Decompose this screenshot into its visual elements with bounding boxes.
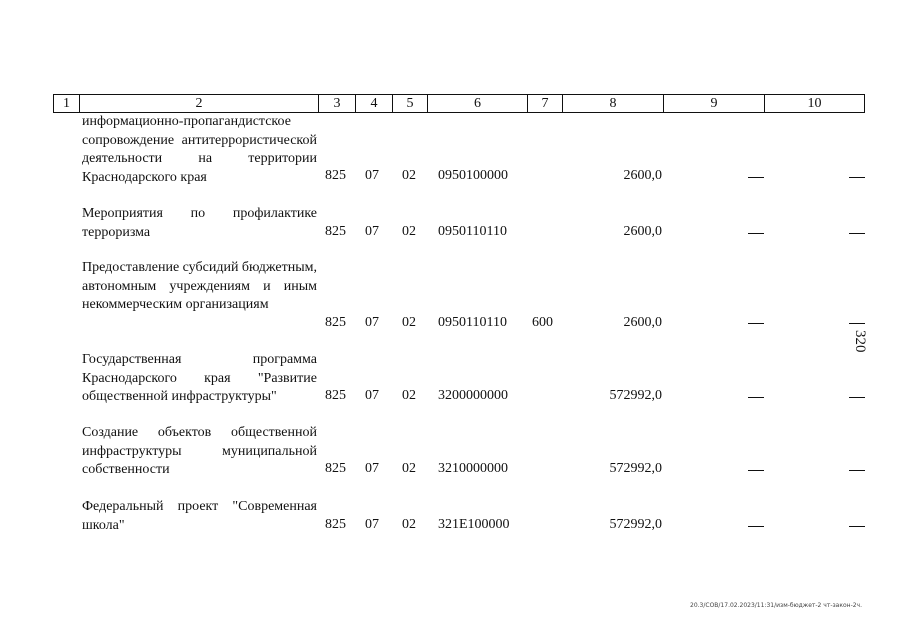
header-col-2: 2 <box>80 95 319 112</box>
row-code-c4: 07 <box>365 517 379 532</box>
row-code-c3: 825 <box>325 224 346 239</box>
row-dash-col10 <box>849 177 865 178</box>
header-col-5: 5 <box>393 95 428 112</box>
header-col-9: 9 <box>664 95 765 112</box>
page-number: 320 <box>852 330 868 353</box>
row-code-c5: 02 <box>402 517 416 532</box>
row-code-c3: 825 <box>325 388 346 403</box>
row-name: Государственная программа Краснодарского края "Развитие общественной инфраструктуры" <box>82 352 317 404</box>
row-amount: 572992,0 <box>609 517 662 532</box>
row-name: Предоставление субсидий бюджетным, автономным учреждениям и иным некоммерческим организациям <box>82 260 318 312</box>
row-dash-col10 <box>849 470 865 471</box>
row-code-c4: 07 <box>365 461 379 476</box>
row-code-c6: 0950110110 <box>438 224 507 239</box>
row-name: информационно-пропагандистское сопровождение антитеррористической деятельности на территории Краснодарского края <box>82 114 317 185</box>
row-dash-col9 <box>748 470 764 471</box>
row-dash-col9 <box>748 526 764 527</box>
row-name: Создание объектов общественной инфраструктуры муниципальной собственности <box>82 425 317 477</box>
row-name: Федеральный проект "Современная школа" <box>82 499 317 533</box>
row-code-c6: 0950110110 <box>438 315 507 330</box>
row-amount: 572992,0 <box>609 461 662 476</box>
row-code-c4: 07 <box>365 224 379 239</box>
header-col-8: 8 <box>563 95 664 112</box>
footer-reference: 20.3/СОВ/17.02.2023/11:31/изм-бюджет-2 чт-закон-2ч. <box>690 602 863 609</box>
row-amount: 2600,0 <box>623 168 662 183</box>
row-code-c3: 825 <box>325 517 346 532</box>
row-code-c6: 3200000000 <box>438 388 508 403</box>
row-code-c5: 02 <box>402 388 416 403</box>
row-code-c4: 07 <box>365 388 379 403</box>
row-code-c3: 825 <box>325 461 346 476</box>
header-col-10: 10 <box>807 96 822 111</box>
row-amount: 572992,0 <box>609 388 662 403</box>
row-amount: 2600,0 <box>623 224 662 239</box>
header-col-6: 6 <box>428 95 528 112</box>
row-dash-col10 <box>849 397 865 398</box>
row-dash-col10 <box>849 233 865 234</box>
row-dash-col9 <box>748 233 764 234</box>
row-code-c5: 02 <box>402 224 416 239</box>
row-dash-col10 <box>849 526 865 527</box>
header-col-7: 7 <box>528 95 563 112</box>
header-col-1: 1 <box>54 95 80 112</box>
row-code-c3: 825 <box>325 315 346 330</box>
table-header-row <box>53 94 865 113</box>
row-amount: 2600,0 <box>623 315 662 330</box>
row-dash-col10 <box>849 323 865 324</box>
row-code-c5: 02 <box>402 315 416 330</box>
row-dash-col9 <box>748 177 764 178</box>
row-code-c5: 02 <box>402 461 416 476</box>
header-col-3: 3 <box>319 95 356 112</box>
row-dash-col9 <box>748 323 764 324</box>
row-dash-col9 <box>748 397 764 398</box>
row-code-c3: 825 <box>325 168 346 183</box>
row-code-c4: 07 <box>365 168 379 183</box>
row-name: Мероприятия по профилактике терроризма <box>82 206 317 240</box>
row-code-c7: 600 <box>532 315 553 330</box>
row-code-c4: 07 <box>365 315 379 330</box>
header-col-4: 4 <box>356 95 393 112</box>
row-code-c6: 0950100000 <box>438 168 508 183</box>
row-code-c6: 3210000000 <box>438 461 508 476</box>
row-code-c6: 321E100000 <box>438 517 510 532</box>
row-code-c5: 02 <box>402 168 416 183</box>
